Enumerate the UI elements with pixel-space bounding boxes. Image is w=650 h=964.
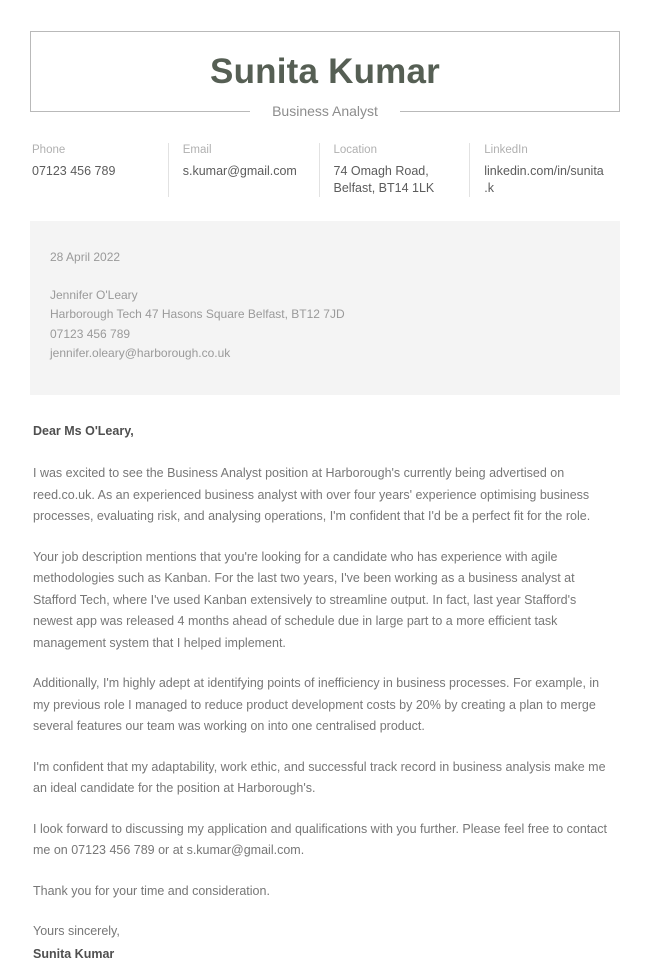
salutation: Dear Ms O'Leary, <box>33 424 134 439</box>
page-title: Sunita Kumar <box>210 52 440 91</box>
contact-details-row <box>30 143 620 197</box>
recipient-name: Jennifer O'Leary <box>50 287 138 302</box>
header-box-right-stub <box>619 91 620 101</box>
job-title: Business Analyst <box>250 104 400 118</box>
contact-value-phone[interactable]: 07123 456 789 <box>32 163 116 178</box>
contact-item-location <box>319 143 470 197</box>
body-paragraph-5: I look forward to discussing my application and qualifications with you further. Please feel free to contact me on 07123 456 789 or at s.kumar@gmail.com. <box>33 821 607 858</box>
cover-letter-page <box>0 31 650 961</box>
contact-value-email[interactable]: s.kumar@gmail.com <box>182 163 297 178</box>
body-paragraph-1: I was excited to see the Business Analyst position at Harborough's currently being advertised on reed.co.uk. As an experienced business analyst with over four years' experience optimising business processes, evaluating risk, and analysing operations, I'm confident that I'd be a perfect fit for the role. <box>33 466 591 524</box>
job-title-rule-row <box>30 101 620 121</box>
contact-value-linkedin[interactable]: linkedin.com/in/sunita.k <box>484 163 604 195</box>
body-paragraph-2: Your job description mentions that you're looking for a candidate who has experience with agile methodologies such as Kanban. For the last two years, I've been working as a business analyst at Stafford Tech, where I've used Kanban extensively to streamline output. In fact, last year Stafford's newest app was released 4 months ahead of schedule due in large part to a more efficient task management system that I helped implement. <box>33 549 577 650</box>
body-paragraph-thanks: Thank you for your time and consideration. <box>33 883 270 898</box>
contact-item-phone <box>30 143 168 197</box>
contact-label-email: Email <box>182 144 212 156</box>
body-paragraph-4: I'm confident that my adaptability, work ethic, and successful track record in business analysis make me an ideal candidate for the position at Harborough's. <box>33 759 606 796</box>
recipient-phone: 07123 456 789 <box>50 326 131 341</box>
contact-item-email <box>168 143 319 197</box>
contact-label-linkedin: LinkedIn <box>484 144 528 156</box>
body-paragraph-3: Additionally, I'm highly adept at identifying points of inefficiency in business processes. For example, in my previous role I managed to reduce product development costs by 20% by creating a plan to merge several features our team was working on into one centralised product. <box>33 676 600 734</box>
recipient-block <box>30 221 620 396</box>
header-rule-left <box>30 111 250 112</box>
letter-body <box>30 422 620 964</box>
header-box-left-stub <box>30 91 31 101</box>
letter-date: 28 April 2022 <box>50 249 121 264</box>
recipient-email: jennifer.oleary@harborough.co.uk <box>50 346 231 360</box>
header-rule-right <box>400 111 620 112</box>
signature-name: Sunita Kumar <box>33 946 115 961</box>
letter-header <box>30 31 620 121</box>
sign-off: Yours sincerely, <box>33 924 120 939</box>
contact-item-linkedin <box>469 143 620 197</box>
recipient-address: Harborough Tech 47 Hasons Square Belfast, BT12 7JD <box>50 307 345 322</box>
contact-label-phone: Phone <box>32 144 66 156</box>
contact-value-location: 74 Omagh Road, Belfast, BT14 1LK <box>333 163 435 195</box>
name-box <box>30 31 620 111</box>
contact-label-location: Location <box>333 144 377 156</box>
